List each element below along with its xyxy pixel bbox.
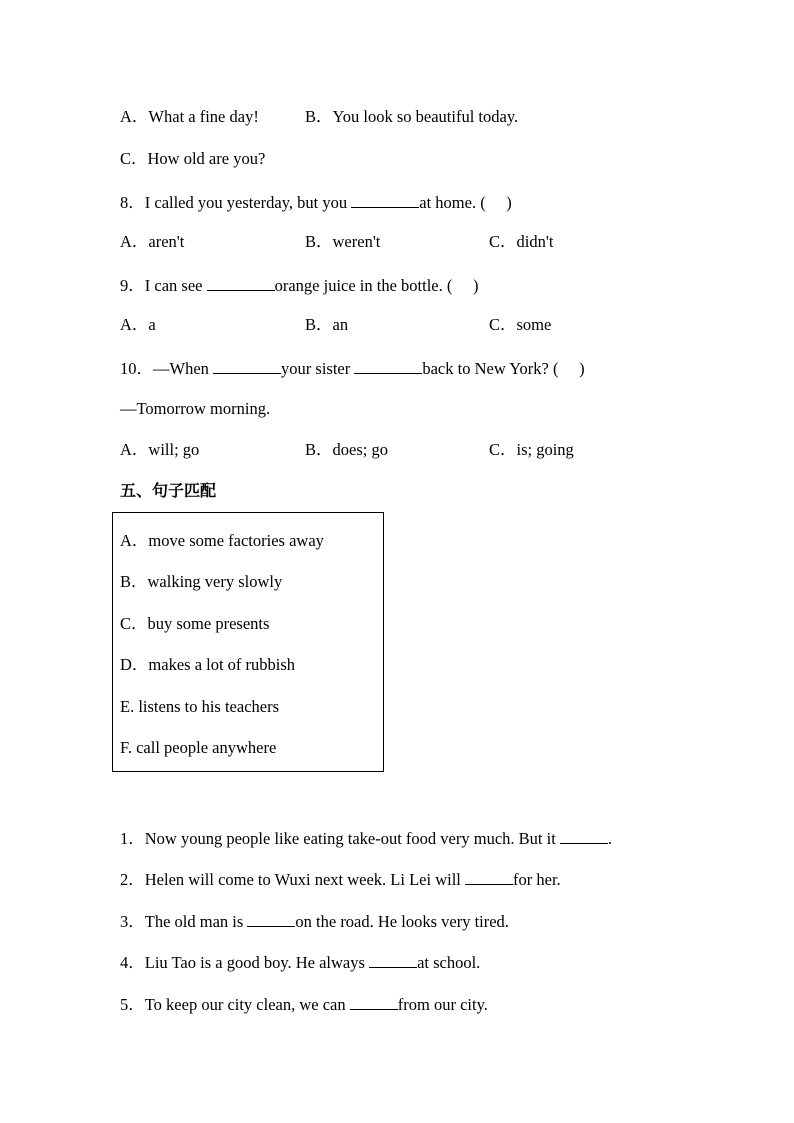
match-3-blank[interactable] xyxy=(247,910,295,927)
section-title: 五、句子匹配 xyxy=(120,481,217,500)
match-sentence-2 xyxy=(120,868,561,890)
q9-text-before: 9．I can see xyxy=(120,276,207,295)
match-1-text-before: 1．Now young people like eating take-out food very much. But it xyxy=(120,829,560,848)
q10-stem xyxy=(120,357,585,379)
q8-blank[interactable] xyxy=(351,191,419,208)
q10-option-b: B．does; go xyxy=(305,440,388,459)
match-1-blank[interactable] xyxy=(560,827,608,844)
match-sentence-4 xyxy=(120,951,480,973)
q10-option-c: C．is; going xyxy=(489,440,574,459)
match-2-blank[interactable] xyxy=(465,868,513,885)
q9-stem xyxy=(120,274,478,296)
q10-blank-2[interactable] xyxy=(354,357,422,374)
q8-stem xyxy=(120,191,512,213)
q7-option-b: B．You look so beautiful today. xyxy=(305,107,519,126)
box-option-a: A．move some factories away xyxy=(120,531,324,550)
box-option-c: C．buy some presents xyxy=(120,614,270,633)
box-option-f: F. call people anywhere xyxy=(120,738,277,757)
q8-option-b: B．weren't xyxy=(305,232,381,251)
q9-option-c: C．some xyxy=(489,315,552,334)
q9-option-b: B．an xyxy=(305,315,349,334)
match-5-blank[interactable] xyxy=(350,993,398,1010)
box-option-d: D．makes a lot of rubbish xyxy=(120,655,296,674)
match-1-text-after: . xyxy=(607,829,613,848)
match-5-text-after: from our city. xyxy=(397,995,488,1014)
match-2-text-before: 2．Helen will come to Wuxi next week. Li Lei will xyxy=(120,870,465,889)
q7-option-c: C．How old are you? xyxy=(120,149,266,168)
match-5-text-before: 5．To keep our city clean, we can xyxy=(120,995,350,1014)
q9-blank[interactable] xyxy=(207,274,275,291)
q8-option-a: A．aren't xyxy=(120,232,185,251)
match-sentence-1 xyxy=(120,827,612,849)
match-4-text-before: 4．Liu Tao is a good boy. He always xyxy=(120,953,370,972)
q10-option-a: A．will; go xyxy=(120,440,200,459)
q8-text-after: at home. ( ) xyxy=(419,193,512,212)
match-3-text-before: 3．The old man is xyxy=(120,912,248,931)
q10-answer-line: —Tomorrow morning. xyxy=(120,399,271,418)
q8-text-before: 8．I called you yesterday, but you xyxy=(120,193,352,212)
q8-option-c: C．didn't xyxy=(489,232,554,251)
match-2-text-after: for her. xyxy=(513,870,561,889)
q7-option-a: A．What a fine day! xyxy=(120,107,259,126)
q10-text-before: 10．—When xyxy=(120,359,214,378)
q10-text-after: back to New York? ( ) xyxy=(422,359,585,378)
match-sentence-5 xyxy=(120,993,488,1015)
options-box xyxy=(112,512,384,772)
q9-option-a: A．a xyxy=(120,315,156,334)
match-3-text-after: on the road. He looks very tired. xyxy=(295,912,509,931)
match-sentence-3 xyxy=(120,910,509,932)
q9-text-after: orange juice in the bottle. ( ) xyxy=(274,276,479,295)
box-option-b: B．walking very slowly xyxy=(120,572,283,591)
match-4-text-after: at school. xyxy=(417,953,481,972)
match-4-blank[interactable] xyxy=(369,951,417,968)
q10-text-middle: your sister xyxy=(281,359,355,378)
q10-blank-1[interactable] xyxy=(213,357,281,374)
box-option-e: E. listens to his teachers xyxy=(120,697,280,716)
